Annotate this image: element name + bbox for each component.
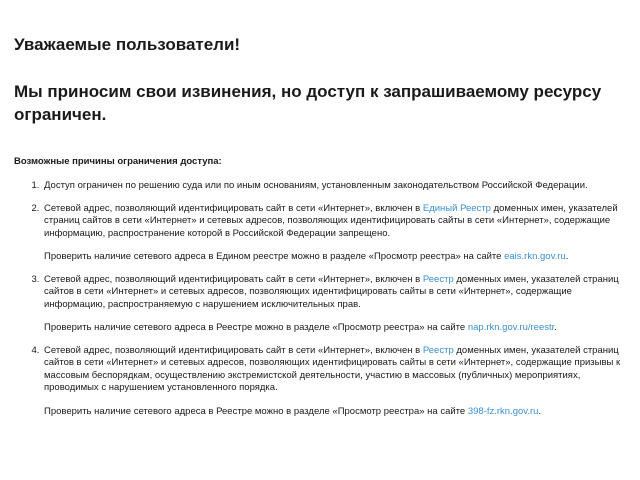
reason-item-2 — [42, 203, 630, 264]
unified-registry-link[interactable]: Единый Реестр — [422, 202, 491, 214]
reasons-title: Возможные причины ограничения доступа: — [14, 156, 222, 167]
reason-4-check-end: . — [538, 405, 542, 417]
reason-4-check — [44, 406, 630, 419]
reason-4-text-after: доменных имен, указателей страниц сайтов в сети «Интернет» и сетевых адресов, позволяющих идентифицировать сайты в сети «Интернет», содержащие призывы к массовым беспорядкам, осуществлению экстремистской деятельности, участию в массовых (публичных) мероприятиях, проводимых с нарушением установленного порядка. — [44, 344, 621, 393]
reason-2-text-before: Сетевой адрес, позволяющий идентифицировать сайт в сети «Интернет», включен в — [44, 202, 423, 214]
reasons-list — [14, 180, 630, 418]
reason-2-text — [44, 203, 630, 241]
reason-4-check-text: Проверить наличие сетевого адреса в Реестре можно в разделе «Просмотр реестра» на сайте — [44, 405, 468, 417]
reason-item-4 — [42, 345, 630, 419]
reason-3-check — [44, 322, 630, 335]
reason-3-text — [44, 274, 630, 312]
greeting-heading: Уважаемые пользователи! — [14, 35, 241, 54]
registry-link[interactable]: Реестр — [422, 273, 454, 285]
reason-2-check-end: . — [565, 251, 569, 262]
reason-4-text — [44, 345, 630, 395]
reason-4-text-before: Сетевой адрес, позволяющий идентифицировать сайт в сети «Интернет», включен в — [44, 344, 423, 356]
reason-item-1 — [42, 180, 630, 193]
registry-link[interactable]: Реестр — [422, 344, 454, 356]
reason-item-3 — [42, 274, 630, 335]
apology-heading: Мы приносим свои извинения, но доступ к запрашиваемому ресурсу ограничен. — [14, 82, 602, 124]
reason-2-text-after: доменных имен, указателей страниц сайтов в сети «Интернет» и сетевых адресов, позволяющих идентифицировать сайты в сети «Интернет», содержащие информацию, распространение которой в Российской Федерации запрещено. — [44, 202, 618, 239]
eais-site-link[interactable]: eais.rkn.gov.ru — [504, 251, 566, 262]
reason-2-check-text: Проверить наличие сетевого адреса в Едином реестре можно в разделе «Просмотр реестра» на сайте — [44, 251, 505, 262]
blocked-page — [14, 34, 630, 428]
nap-site-link[interactable]: nap.rkn.gov.ru/reestr — [467, 322, 555, 333]
reason-3-text-before: Сетевой адрес, позволяющий идентифицировать сайт в сети «Интернет», включен в — [44, 273, 423, 285]
reason-3-check-end: . — [554, 322, 557, 333]
reason-1-text: 1. Доступ ограничен по решению суда или по иным основаниям, установленным законодательством Российской Федерации. — [44, 180, 588, 191]
398-fz-site-link[interactable]: 398-fz.rkn.gov.ru — [467, 405, 539, 417]
reason-3-text-after: доменных имен, указателей страниц сайтов в сети «Интернет» и сетевых адресов, позволяющих идентифицировать сайты в сети «Интернет», содержащие информацию, распространяемую с нарушением исключительных прав. — [44, 273, 619, 310]
reason-2-check — [44, 251, 630, 264]
reason-3-check-text: Проверить наличие сетевого адреса в Реестре можно в разделе «Просмотр реестра» на сайте — [44, 322, 468, 333]
